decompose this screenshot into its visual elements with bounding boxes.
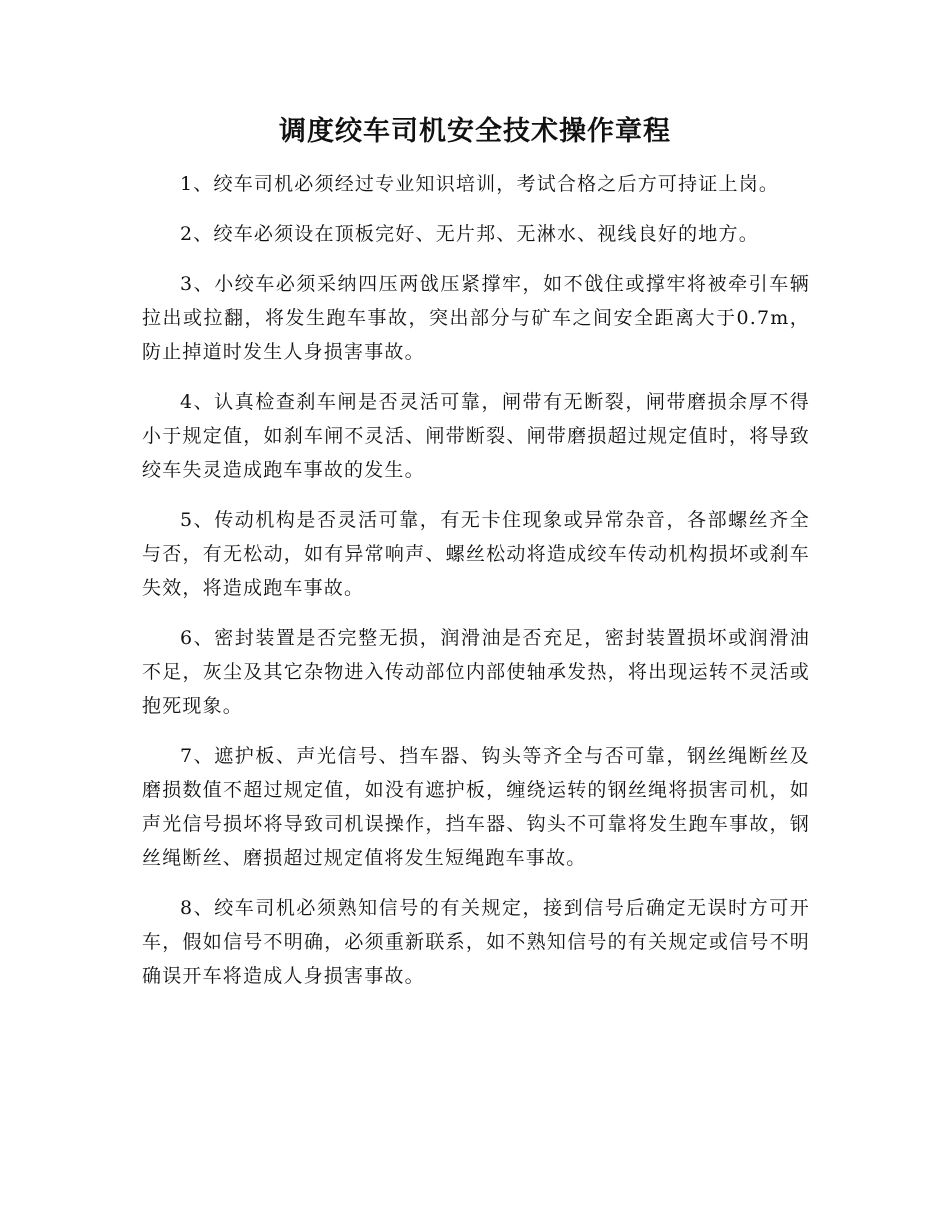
paragraph-5: 5、传动机构是否灵活可靠，有无卡住现象或异常杂音，各部螺丝齐全与否，有无松动，如有异常响声、螺丝松动将造成绞车传动机构损坏或刹车失效，将造成跑车事故。 [142, 509, 810, 599]
paragraph-6: 6、密封装置是否完整无损，润滑油是否充足，密封装置损坏或润滑油不足，灰尘及其它杂物进入传动部位内部使轴承发热，将出现运转不灵活或抱死现象。 [142, 627, 810, 717]
document-title: 调度绞车司机安全技术操作章程 [279, 116, 671, 147]
paragraph-2: 2、绞车必须设在顶板完好、无片邦、无淋水、视线良好的地方。 [180, 223, 759, 245]
paragraph-3: 3、小绞车必须采纳四压两戗压紧撑牢，如不戗住或撑牢将被牵引车辆拉出或拉翻，将发生跑车事故，突出部分与矿车之间安全距离大于0.7m，防止掉道时发生人身损害事故。 [142, 273, 810, 363]
paragraph-7: 7、遮护板、声光信号、挡车器、钩头等齐全与否可靠，钢丝绳断丝及磨损数值不超过规定值，如没有遮护板，缠绕运转的钢丝绳将损害司机，如声光信号损坏将导致司机误操作，挡车器、钩头不可靠将发生跑车事故，钢丝绳断丝、磨损超过规定值将发生短绳跑车事故。 [142, 745, 810, 869]
paragraph-4: 4、认真检查刹车闸是否灵活可靠，闸带有无断裂，闸带磨损余厚不得小于规定值，如刹车闸不灵活、闸带断裂、闸带磨损超过规定值时，将导致绞车失灵造成跑车事故的发生。 [142, 391, 810, 481]
paragraph-8: 8、绞车司机必须熟知信号的有关规定，接到信号后确定无误时方可开车，假如信号不明确，必须重新联系，如不熟知信号的有关规定或信号不明确误开车将造成人身损害事故。 [142, 897, 810, 987]
document-body [142, 167, 810, 1009]
paragraph-1: 1、绞车司机必须经过专业知识培训，考试合格之后方可持证上岗。 [180, 173, 780, 195]
